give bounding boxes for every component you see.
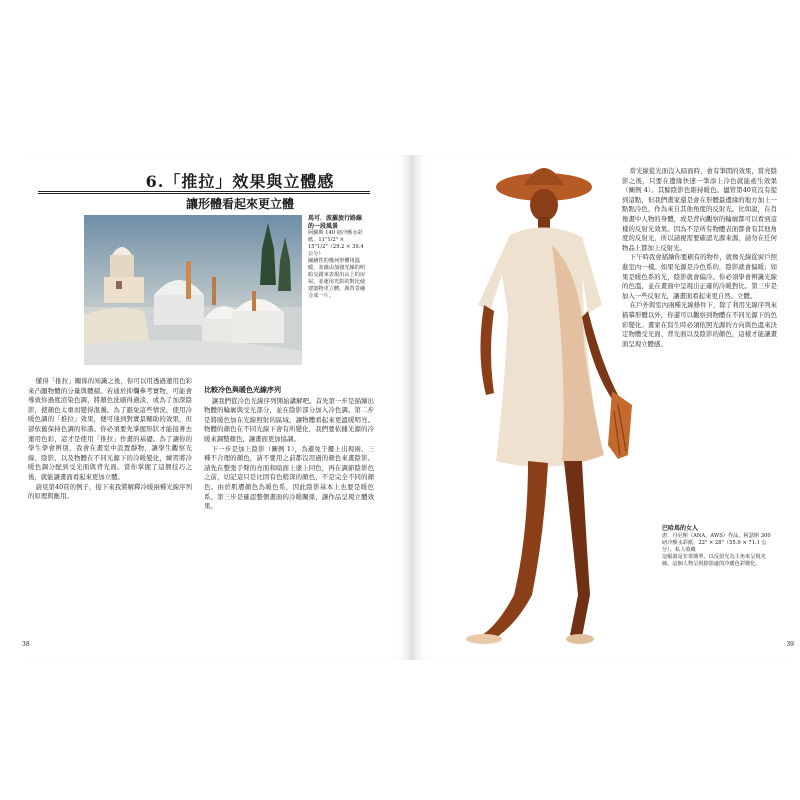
paragraph: 在戶外與室內兩種光線條件下，除了利用光線序列來描摹形體以外，你還可以觀察到物體在不同光源下的色彩變化。畫家在寫生時必須依照光源的方向與色溫來決定物體受光面、背光面以及陰影的顏色，這樣才能讓畫面呈現立體感。 <box>622 301 777 348</box>
title-rule <box>38 191 370 194</box>
page-number-right: 39 <box>786 641 794 648</box>
caption-title: 巴哈馬的女人 <box>662 525 699 532</box>
paragraph: 下午時我會描繪你要刷有的物件，就像光線從窗戶照進室內一樣。如果光源是冷色系的，陰影就會偏暖；如果是暖色系的光，陰影就會偏冷。你必須學會辨識光線的色溫，並在畫面中呈現出正確的冷暖對比。第三步是加入一些反射光，讓畫面看起來更自然、立體。 <box>622 253 777 300</box>
woman-watercolor-painting <box>432 155 642 660</box>
book-spread <box>22 155 794 660</box>
village-watercolor-painting <box>84 215 302 365</box>
caption-body: 這幅畫是非常簡單，以反射光為主角來呈現光線。這個人物呈現陰影處的冷暖色彩變化。 <box>662 553 766 567</box>
painting-caption-right <box>662 525 772 568</box>
paragraph: 下一步是加上陰影（圖例 1），為避免于擾上出現兩、三種不合理的顏色，請不要用之前都沒用過的顏色來畫陰影。請先在整張手臂的亮面和暗面上塗上同色，再在調節陰影色之前，切記這只是比固有色稍深的顏色，不是完全不同的顏色。由於肌膚顏色為暖色系，因此陰影基本上也要是暖色系。第三步是確認整個畫面的冷暖關係，讓作品呈現立體效果。 <box>204 444 374 511</box>
chapter-title: 6.「推拉」效果與立體感 <box>145 172 335 191</box>
page-number-left: 38 <box>22 641 30 648</box>
right-page <box>412 155 794 660</box>
caption-meta: 唐．丹尼斯（ANA，AWS）作品。阿瑟斯 300 磅冷壓水彩紙，22" × 28"（55.9 × 71.1 公分）。私人收藏 <box>662 532 771 553</box>
paragraph: 讓我們從冷色光線序列開始講解吧。首先第一步是描繪出物體的輪廓與受光部分，並在陰影部分加入冷色調。第二步是將暖色加在光線照射的區域，讓物體看起來更溫暖明亮。物體的顏色在不同光線下會有所變化，我們要依據光源的冷暖來調整顏色，讓畫面更加協調。 <box>204 396 374 443</box>
body-column-1 <box>28 377 192 502</box>
section-heading: 比較冷色與暖色光線序列 <box>204 385 281 394</box>
paragraph: 當光線從光面沒入暗面時，會有筆間的效果，當亮陰影之後，只要在邊緣快速一筆添上冷色就能產生效果（圖例 4）。其餘陰影色維持暖色。儘管第40頁沒有提到這點，但我們畫家還是會在形體最邊緣的地方加上一點點冷色，作為來自其他角度的反射光。比如說，在肖像畫中人物的身體，或是背向觀察的輪廓都可以看到這樣的反射光效果。因為不是所有物體表面都會有其他角度的反射光，所以請視需要確認光源來源，請勿在任何物品上都加上反射光。 <box>622 167 777 252</box>
body-column-right <box>622 167 777 349</box>
body-column-2 <box>204 385 374 512</box>
painting-caption-left <box>308 215 366 300</box>
chapter-subtitle: 讓形體看起來更立體 <box>185 197 294 211</box>
left-page <box>22 155 412 660</box>
paragraph: 懂得「推拉」關係的知識之後，你可以用透過運用色彩來凸顯物體的分量與體積。若通於抑爛參考實物，可能會導致你過度渲染色調，將顏色洗刷得過淡，或為了加深陰影，使顏色太重而變得混濁。為了避免這些情況，使用冷暖色調的「推拉」效果，便可達到對實景輔助的效果，但卻依舊保持色調的和諧。你必須要先掌握形狀才能接著去運用色彩，這才是使用「推拉」作畫的基礎。為了讓你的學生學會辨別，我會在畫室中設置靜物，讓學生觀察光線、陰影、以及物體在不同光源下的冷暖變化，練習將冷暖色調分配到受光面與背光面。當你掌握了這個技巧之後，就能讓畫面看起來更加立體。 <box>28 377 192 481</box>
caption-meta: 阿蘇斯 140 磅冷壓水彩紙，11"1/2" × 15"1/2"（29.2 × 39.4 公分） <box>308 230 364 257</box>
paragraph: 請見第40頁的例子，接下來我將解釋冷暖兩種光線序列的原理與應用。 <box>28 482 192 501</box>
caption-body: 圖繪性的幾何形體用溫暖、並藉由加強光線的明暗交錯來表現出山上的房屋。並運用光影的對比使建築物更立體，與背景融合成一片。 <box>308 258 366 299</box>
caption-title: 馬可．波羅旅行路線的一段風景 <box>308 215 363 230</box>
